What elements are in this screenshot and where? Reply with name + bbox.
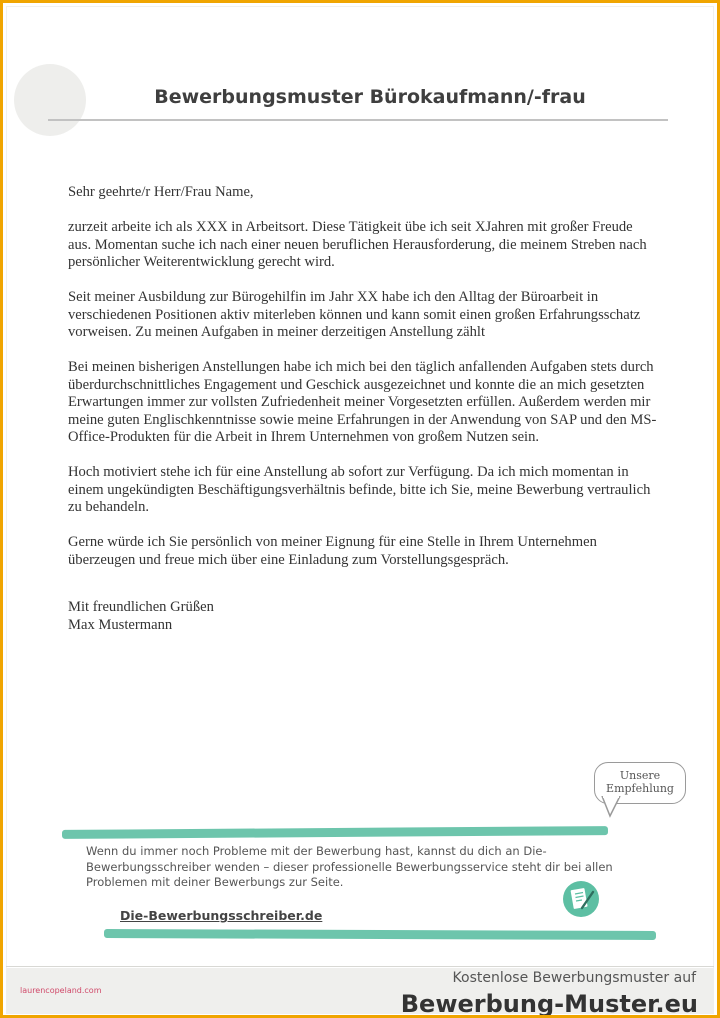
footer-tagline: Kostenlose Bewerbungsmuster auf [452,970,696,986]
bubble-line-1: Unsere [619,769,661,782]
letter-body [68,184,658,634]
brush-stroke-bottom [104,929,656,940]
footer-brand: Bewerbung-Muster.eu [400,990,698,1018]
letter-paragraph-2: Seit meiner Ausbildung zur Bürogehilfin im Jahr XX habe ich den Alltag der Büroarbeit in verschiedenen Positionen aktiv miterleben können und kann somit einen großen Erfahrungsschatz vorweisen. Zu meinen Aufgaben in meiner derzeitigen Anstellung zählt [68,289,641,340]
letter-paragraph-3: Bei meinen bisherigen Anstellungen habe ich mich bei den täglich anfallenden Aufgaben stets durch überdurchschnittliches Engagement und Geschick ausgezeichnet und konnte die an mich gesetzten Erwartungen immer zur vollsten Zufriedenheit meiner Vorgesetzten erfüllen. Außerdem werden mir meine guten Englischkenntnisse sowie meine Erfahrungen in der Anwendung von SAP und den MS-Office-Produkten für die Arbeit in Ihrem Unternehmen von großem Nutzen sein. [68,359,657,445]
letter-salutation: Sehr geehrte/r Herr/Frau Name, [68,184,254,200]
document-pen-icon [562,880,600,918]
recommendation-text: Wenn du immer noch Probleme mit der Bewerbung hast, kannst du dich an Die-Bewerbungsschreiber wenden – dieser professionelle Bewerbungsservice steht dir bei allen Problemen mit deiner Bewerbungs zur Seite. [86,844,613,889]
letter-signature-name: Max Mustermann [68,616,173,633]
letter-signoff [68,599,658,634]
watermark-text: laurencopeland.com [20,986,102,995]
letter-paragraph-5: Gerne würde ich Sie persönlich von meiner Eignung für eine Stelle in Ihrem Unternehmen überzeugen und freue mich über eine Einladung zum Vorstellungsgespräch. [68,534,597,568]
footer-divider [6,966,714,967]
letter-closing: Mit freundlichen Grüßen [68,599,214,615]
page-title: Bewerbungsmuster Bürokaufmann/-frau [154,86,586,108]
bubble-line-2: Empfehlung [606,782,674,795]
bewerbungsschreiber-link[interactable]: Die-Bewerbungsschreiber.de [120,908,323,923]
bubble-tail-icon [600,796,624,818]
letter-paragraph-4: Hoch motiviert stehe ich für eine Anstellung ab sofort zur Verfügung. Da ich mich momentan in einem ungekündigten Beschäftigungsverhältnis befinde, bitte ich Sie, meine Bewerbung vertraulich zu behandeln. [68,464,651,515]
title-underline [48,119,668,121]
letter-paragraph-1: zurzeit arbeite ich als XXX in Arbeitsort. Diese Tätigkeit übe ich seit XJahren mit großer Freude aus. Momentan suche ich nach einer neuen beruflichen Herausforderung, die meinem Streben nach persönlicher Weiterentwicklung gerecht wird. [68,219,647,270]
